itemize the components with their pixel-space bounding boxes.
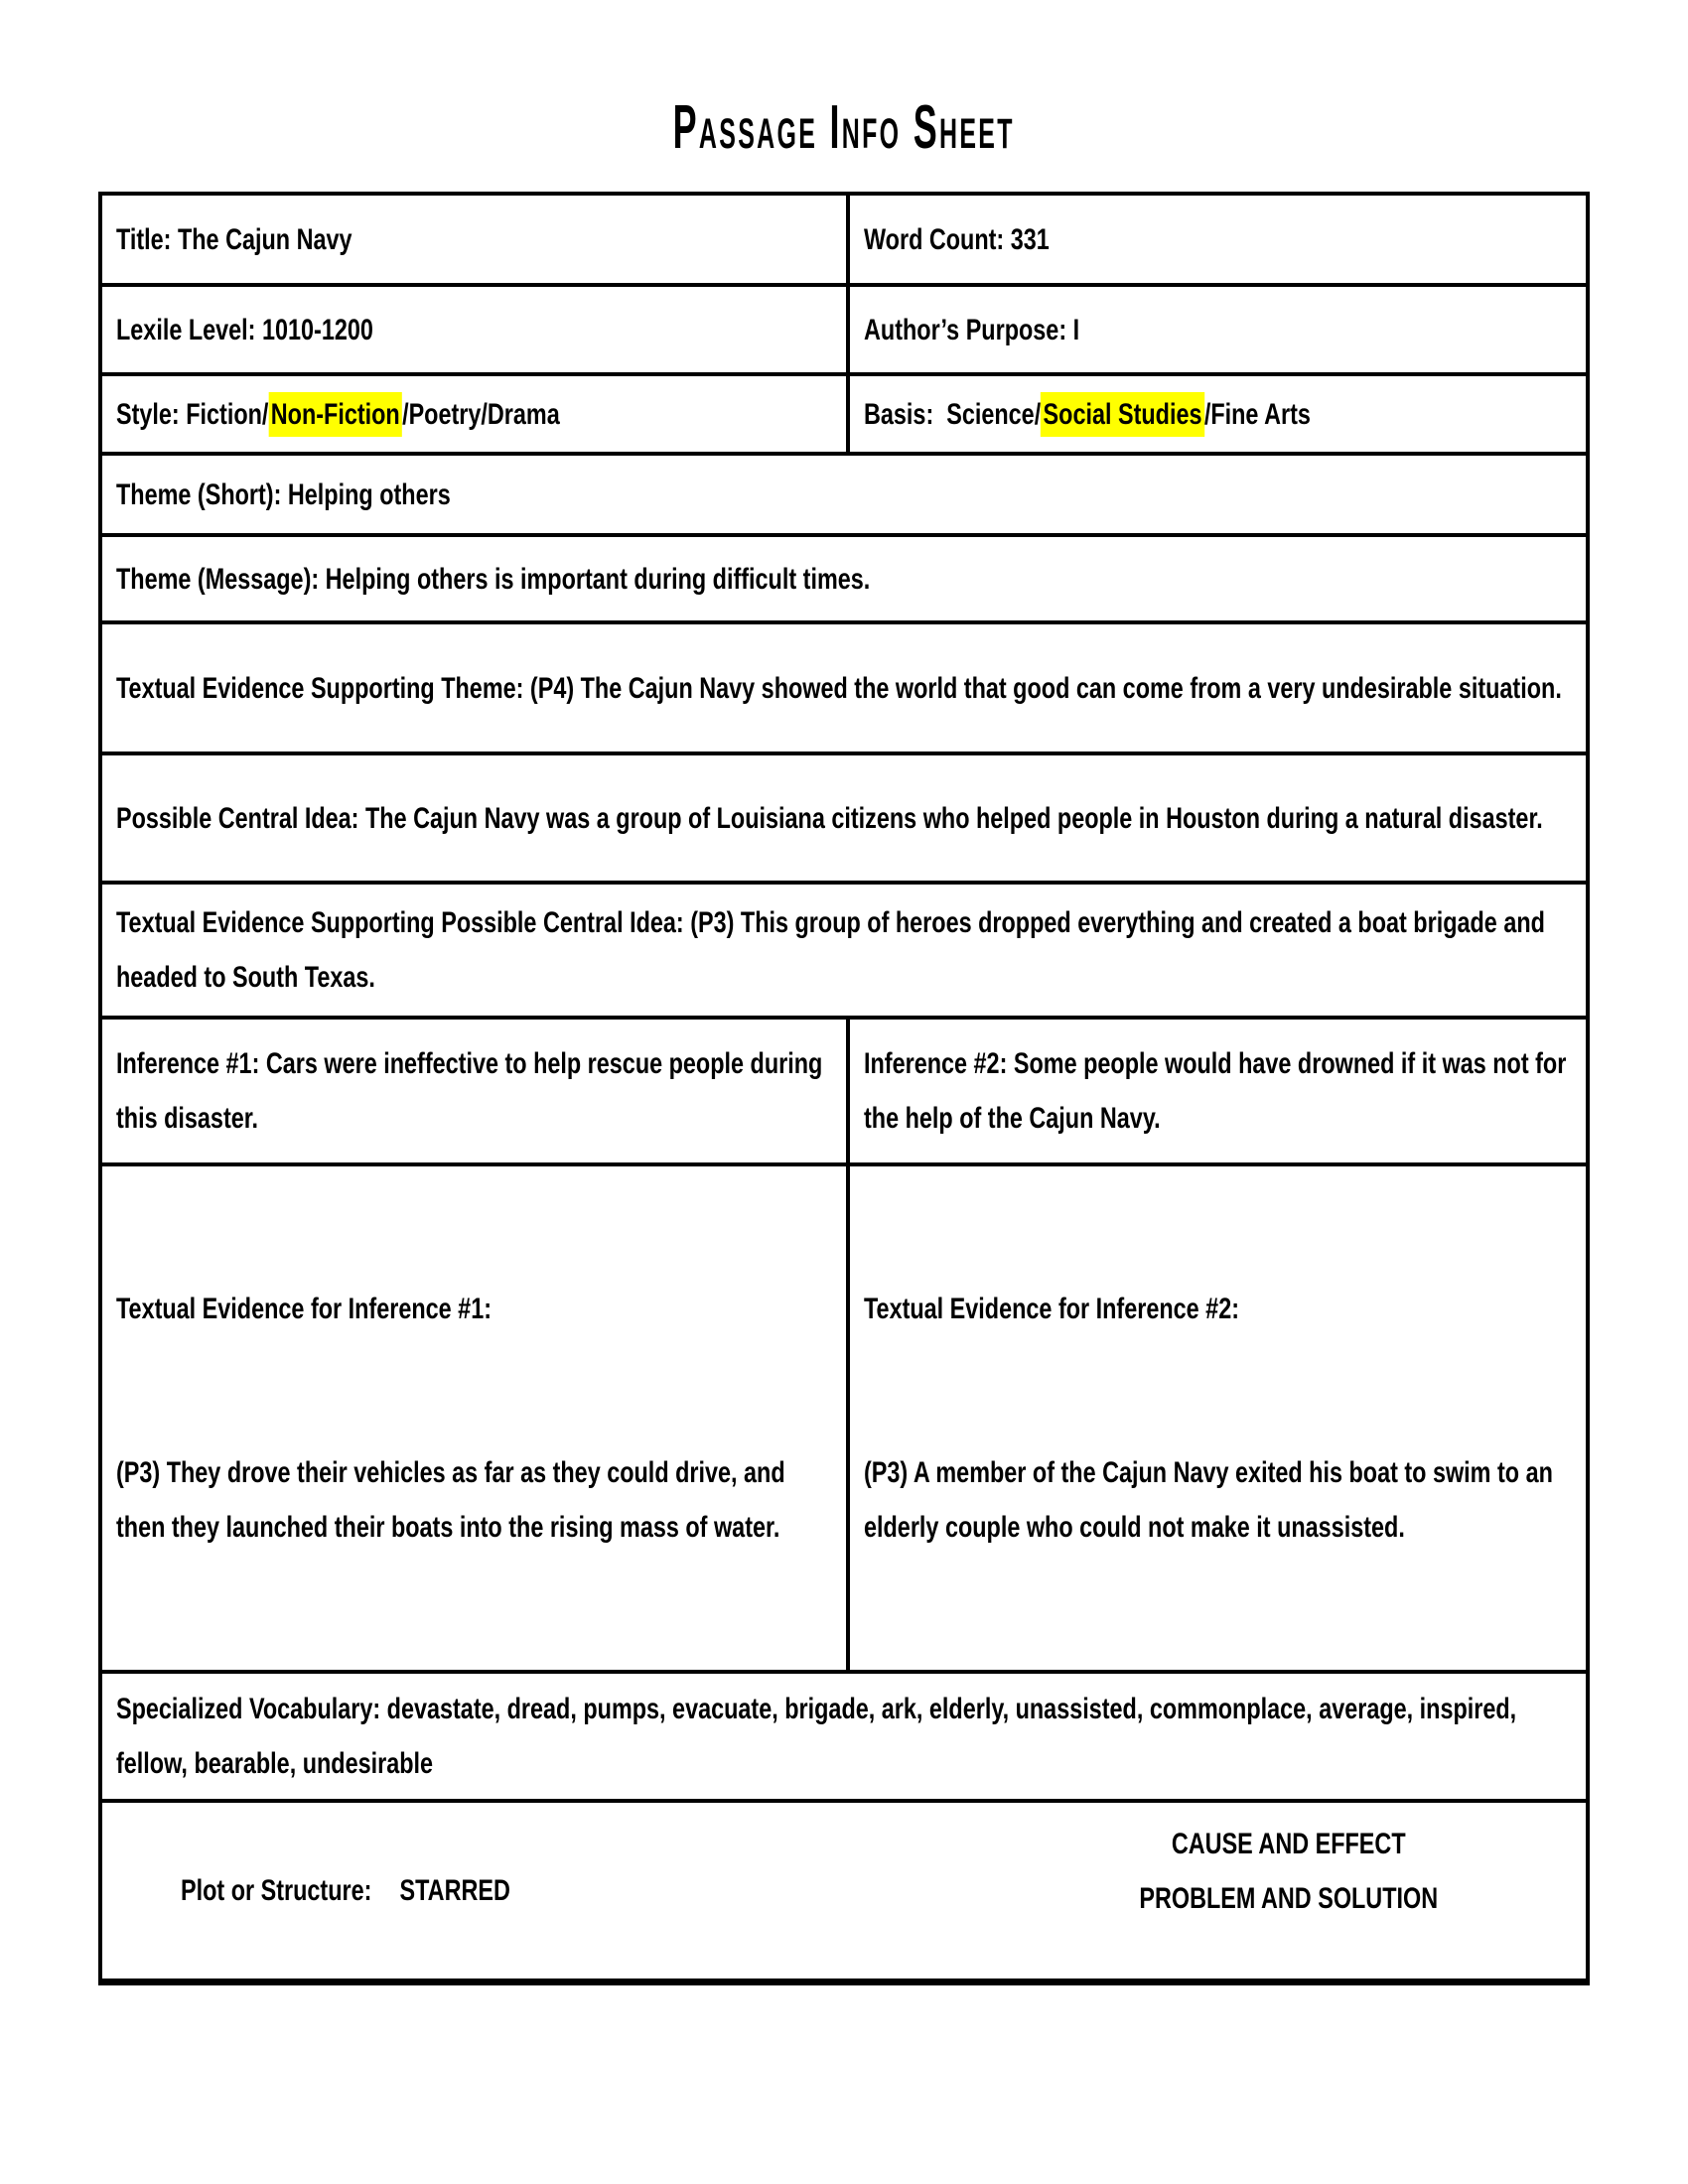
plot-structure-value: STARRED (399, 1874, 510, 1907)
theme-message-field: Theme (Message): Helping others is important during difficult times. (116, 562, 871, 596)
cell-authors-purpose (848, 285, 1588, 374)
text-segment: Basis: Science/ (863, 397, 1041, 431)
row-theme-short (100, 454, 1588, 535)
cell-evidence-theme (100, 622, 1588, 753)
theme-short-field: Theme (Short): Helping others (116, 478, 451, 511)
basis-field (864, 387, 1572, 442)
cell-basis (848, 374, 1588, 454)
text-segment: Style: Fiction/ (116, 397, 269, 431)
cell-evidence-inference-2 (848, 1164, 1588, 1672)
cell-theme-message (100, 535, 1588, 622)
cell-inference-1 (100, 1018, 848, 1164)
structure-option-problem-solution: PROBLEM AND SOLUTION (1139, 1882, 1439, 1915)
row-style-basis (100, 374, 1588, 454)
specialized-vocabulary-field: Specialized Vocabulary: devastate, dread, pumps, evacuate, brigade, ark, elderly, unassisted, commonplace, average, inspired, fellow, bearable, undesirable (116, 1693, 1523, 1780)
style-field (116, 387, 832, 442)
text-segment: /Poetry/Drama (402, 397, 560, 431)
cell-inference-2 (848, 1018, 1588, 1164)
cell-lexile-level (100, 285, 848, 374)
row-evidence-central-idea (100, 883, 1588, 1018)
highlighted-text: Non-Fiction (268, 392, 402, 437)
evidence-inference-2-heading: Textual Evidence for Inference #2: (863, 1293, 1239, 1325)
evidence-inference-2 (864, 1172, 1572, 1664)
evidence-central-idea-field: Textual Evidence Supporting Possible Central Idea: (P3) This group of heroes dropped everything and created a boat brigade and headed to South Texas. (116, 906, 1552, 994)
evidence-inference-1-heading: Textual Evidence for Inference #1: (116, 1293, 492, 1325)
word-count-field: Word Count: 331 (863, 222, 1050, 256)
evidence-inference-2-body: (P3) A member of the Cajun Navy exited his boat to swim to an elderly couple who could not make it unassisted. (863, 1456, 1560, 1544)
row-evidence-theme (100, 622, 1588, 753)
row-plot-structure (100, 1801, 1588, 1982)
structure-options-block (1022, 1817, 1556, 1926)
row-theme-message (100, 535, 1588, 622)
row-central-idea (100, 753, 1588, 883)
cell-theme-short (100, 454, 1588, 535)
page-title-wrap (0, 95, 1688, 161)
row-title-wordcount (100, 194, 1588, 285)
title-field: Title: The Cajun Navy (116, 222, 352, 256)
evidence-inference-1 (116, 1172, 832, 1664)
row-inferences (100, 1018, 1588, 1164)
evidence-inference-1-body: (P3) They drove their vehicles as far as they could drive, and then they launched their boats into the rising mass of water. (116, 1456, 792, 1544)
row-specialized-vocabulary (100, 1672, 1588, 1801)
page-title: Passage Info Sheet (672, 93, 1016, 162)
lexile-level-field: Lexile Level: 1010-1200 (116, 313, 373, 346)
cell-title (100, 194, 848, 285)
cell-central-idea (100, 753, 1588, 883)
inference-2-field: Inference #2: Some people would have drowned if it was not for the help of the Cajun Navy. (863, 1047, 1573, 1135)
cell-style (100, 374, 848, 454)
cell-evidence-central-idea (100, 883, 1588, 1018)
row-lexile-purpose (100, 285, 1588, 374)
cell-word-count (848, 194, 1588, 285)
row-evidence-inferences (100, 1164, 1588, 1672)
cell-evidence-inference-1 (100, 1164, 848, 1672)
passage-info-table (98, 192, 1590, 1985)
highlighted-text: Social Studies (1041, 392, 1204, 437)
inference-1-field: Inference #1: Cars were ineffective to help rescue people during this disaster. (116, 1047, 829, 1135)
evidence-theme-field: Textual Evidence Supporting Theme: (P4) The Cajun Navy showed the world that good can come from a very undesirable situation. (116, 671, 1562, 705)
central-idea-field: Possible Central Idea: The Cajun Navy was a group of Louisiana citizens who helped people in Houston during a natural disaster. (116, 801, 1543, 835)
cell-plot-structure (100, 1801, 1588, 1982)
text-segment: /Fine Arts (1203, 397, 1311, 431)
cell-specialized-vocabulary (100, 1672, 1588, 1801)
plot-structure-label: Plot or Structure: (181, 1874, 372, 1907)
authors-purpose-field: Author’s Purpose: I (863, 313, 1079, 346)
structure-option-cause-effect: CAUSE AND EFFECT (1172, 1828, 1407, 1860)
